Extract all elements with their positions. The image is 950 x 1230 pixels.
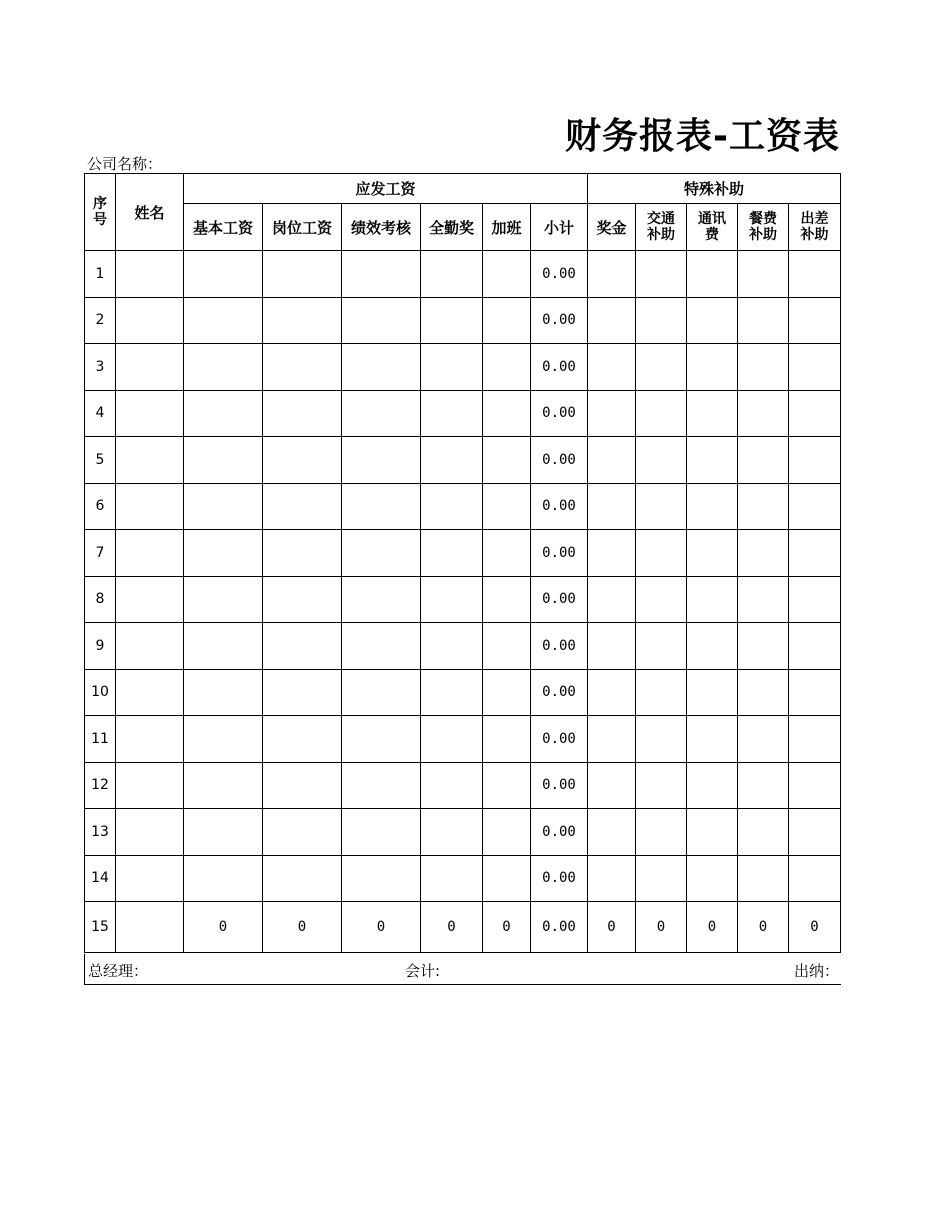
table-cell[interactable] [588, 390, 636, 437]
table-cell[interactable] [738, 762, 789, 809]
table-cell[interactable] [738, 251, 789, 298]
page-title: 财务报表-工资表 [565, 116, 840, 157]
table-cell[interactable] [184, 437, 263, 484]
table-cell[interactable] [421, 809, 483, 856]
table-cell[interactable] [342, 762, 421, 809]
table-cell[interactable] [636, 390, 687, 437]
table-cell[interactable] [483, 390, 531, 437]
table-cell[interactable] [116, 902, 184, 953]
header-phone-fee [687, 204, 738, 251]
header-travel-allowance [789, 204, 841, 251]
table-cell[interactable] [738, 855, 789, 902]
table-cell[interactable] [636, 297, 687, 344]
table-cell[interactable] [789, 762, 841, 809]
row-index-cell[interactable]: 10 [85, 669, 116, 716]
table-cell[interactable] [483, 437, 531, 484]
subtotal-cell[interactable]: 0.00 [531, 669, 588, 716]
row-index-cell[interactable]: 2 [85, 297, 116, 344]
table-cell[interactable] [588, 297, 636, 344]
total-value-cell[interactable]: 0 [421, 902, 483, 953]
table-row [85, 344, 841, 391]
subtotal-cell[interactable]: 0.00 [531, 344, 588, 391]
table-cell[interactable] [421, 855, 483, 902]
table-cell[interactable] [483, 344, 531, 391]
row-index-cell[interactable]: 8 [85, 576, 116, 623]
header-index-label: 序号 [93, 196, 107, 228]
signature-footer [84, 954, 841, 985]
table-cell[interactable] [588, 623, 636, 670]
total-value-cell[interactable]: 0 [789, 902, 841, 953]
table-cell[interactable] [636, 716, 687, 763]
row-index-cell[interactable]: 6 [85, 483, 116, 530]
table-cell[interactable] [738, 576, 789, 623]
table-cell[interactable] [588, 344, 636, 391]
table-cell[interactable] [263, 251, 342, 298]
header-name: 姓名 [116, 174, 184, 251]
row-index-cell[interactable]: 1 [85, 251, 116, 298]
table-cell[interactable] [636, 669, 687, 716]
table-cell[interactable] [263, 716, 342, 763]
table-cell[interactable] [421, 576, 483, 623]
row-index-cell[interactable]: 7 [85, 530, 116, 577]
table-cell[interactable] [789, 344, 841, 391]
table-cell[interactable] [421, 530, 483, 577]
header-meal-allowance-label: 餐费补助 [749, 211, 777, 243]
header-attendance-bonus: 全勤奖 [421, 204, 483, 251]
subtotal-cell[interactable]: 0.00 [531, 762, 588, 809]
table-row [85, 390, 841, 437]
subtotal-cell[interactable]: 0.00 [531, 437, 588, 484]
header-base-salary: 基本工资 [184, 204, 263, 251]
table-cell[interactable] [263, 483, 342, 530]
table-cell[interactable] [789, 809, 841, 856]
table-cell[interactable] [421, 390, 483, 437]
table-cell[interactable] [687, 530, 738, 577]
table-cell[interactable] [263, 344, 342, 391]
header-overtime: 加班 [483, 204, 531, 251]
table-cell[interactable] [263, 623, 342, 670]
row-index-cell[interactable]: 9 [85, 623, 116, 670]
table-cell[interactable] [738, 390, 789, 437]
table-row [85, 576, 841, 623]
table-cell[interactable] [588, 251, 636, 298]
table-cell[interactable] [116, 623, 184, 670]
table-row [85, 297, 841, 344]
subtotal-cell[interactable]: 0.00 [531, 530, 588, 577]
table-cell[interactable] [588, 716, 636, 763]
row-index-cell[interactable]: 12 [85, 762, 116, 809]
table-cell[interactable] [687, 623, 738, 670]
table-cell[interactable] [687, 390, 738, 437]
table-cell[interactable] [738, 297, 789, 344]
header-index [85, 174, 116, 251]
table-cell[interactable] [738, 437, 789, 484]
table-cell[interactable] [263, 530, 342, 577]
table-cell[interactable] [483, 530, 531, 577]
total-row [85, 902, 841, 953]
table-cell[interactable] [588, 483, 636, 530]
table-cell[interactable] [342, 390, 421, 437]
table-cell[interactable] [588, 855, 636, 902]
header-meal-allowance [738, 204, 789, 251]
table-cell[interactable] [263, 855, 342, 902]
table-cell[interactable] [184, 716, 263, 763]
table-cell[interactable] [738, 623, 789, 670]
table-cell[interactable] [588, 576, 636, 623]
table-cell[interactable] [789, 855, 841, 902]
table-cell[interactable] [184, 669, 263, 716]
table-cell[interactable] [789, 483, 841, 530]
table-cell[interactable] [116, 297, 184, 344]
table-cell[interactable] [342, 855, 421, 902]
table-cell[interactable] [184, 762, 263, 809]
table-cell[interactable] [588, 762, 636, 809]
table-cell[interactable] [342, 251, 421, 298]
table-cell[interactable] [263, 576, 342, 623]
table-cell[interactable] [184, 297, 263, 344]
table-cell[interactable] [687, 576, 738, 623]
table-cell[interactable] [687, 669, 738, 716]
total-value-cell[interactable]: 0 [636, 902, 687, 953]
subtotal-cell[interactable]: 0.00 [531, 809, 588, 856]
table-cell[interactable] [738, 716, 789, 763]
header-allowance-group: 特殊补助 [588, 174, 841, 204]
table-cell[interactable] [342, 623, 421, 670]
table-cell[interactable] [184, 809, 263, 856]
total-value-cell[interactable]: 0 [184, 902, 263, 953]
table-cell[interactable] [116, 576, 184, 623]
table-cell[interactable] [687, 716, 738, 763]
row-index-cell[interactable]: 15 [85, 902, 116, 953]
header-transport-allowance [636, 204, 687, 251]
table-cell[interactable] [483, 855, 531, 902]
table-cell[interactable] [588, 437, 636, 484]
table-cell[interactable] [263, 297, 342, 344]
table-row [85, 251, 841, 298]
header-payable-group: 应发工资 [184, 174, 588, 204]
table-cell[interactable] [483, 809, 531, 856]
table-cell[interactable] [588, 809, 636, 856]
table-cell[interactable] [687, 297, 738, 344]
header-phone-fee-label: 通讯费 [698, 211, 726, 243]
table-cell[interactable] [738, 809, 789, 856]
cashier-signature-label: 出纳： [793, 962, 839, 980]
accountant-signature-label: 会计: [405, 962, 441, 980]
table-cell[interactable] [342, 669, 421, 716]
subtotal-cell[interactable]: 0.00 [531, 251, 588, 298]
table-cell[interactable] [687, 809, 738, 856]
table-cell[interactable] [636, 762, 687, 809]
table-cell[interactable] [483, 251, 531, 298]
table-cell[interactable] [342, 809, 421, 856]
table-cell[interactable] [636, 576, 687, 623]
table-cell[interactable] [116, 251, 184, 298]
table-cell[interactable] [483, 576, 531, 623]
table-cell[interactable] [636, 437, 687, 484]
table-cell[interactable] [263, 762, 342, 809]
table-cell[interactable] [636, 623, 687, 670]
table-cell[interactable] [421, 483, 483, 530]
table-cell[interactable] [636, 344, 687, 391]
table-cell[interactable] [342, 483, 421, 530]
table-cell[interactable] [116, 762, 184, 809]
table-cell[interactable] [184, 623, 263, 670]
table-cell[interactable] [636, 855, 687, 902]
table-cell[interactable] [116, 483, 184, 530]
total-value-cell[interactable]: 0 [687, 902, 738, 953]
table-cell[interactable] [687, 855, 738, 902]
subtotal-cell[interactable]: 0.00 [531, 297, 588, 344]
table-cell[interactable] [636, 809, 687, 856]
table-cell[interactable] [789, 530, 841, 577]
table-cell[interactable] [184, 530, 263, 577]
table-row [85, 809, 841, 856]
table-cell[interactable] [116, 390, 184, 437]
table-cell[interactable] [636, 530, 687, 577]
header-bonus: 奖金 [588, 204, 636, 251]
table-cell[interactable] [421, 669, 483, 716]
row-index-cell[interactable]: 5 [85, 437, 116, 484]
table-cell[interactable] [588, 530, 636, 577]
subtotal-cell[interactable]: 0.00 [531, 390, 588, 437]
table-cell[interactable] [483, 623, 531, 670]
table-cell[interactable] [116, 669, 184, 716]
table-cell[interactable] [421, 623, 483, 670]
header-position-salary: 岗位工资 [263, 204, 342, 251]
row-index-cell[interactable]: 3 [85, 344, 116, 391]
header-subtotal: 小计 [531, 204, 588, 251]
row-index-cell[interactable]: 14 [85, 855, 116, 902]
table-cell[interactable] [263, 809, 342, 856]
table-cell[interactable] [738, 344, 789, 391]
table-row [85, 530, 841, 577]
table-cell[interactable] [687, 437, 738, 484]
subtotal-cell[interactable]: 0.00 [531, 576, 588, 623]
table-row [85, 483, 841, 530]
row-index-cell[interactable]: 4 [85, 390, 116, 437]
table-cell[interactable] [342, 344, 421, 391]
table-row [85, 716, 841, 763]
table-cell[interactable] [421, 251, 483, 298]
table-cell[interactable] [116, 855, 184, 902]
table-cell[interactable] [687, 483, 738, 530]
table-cell[interactable] [738, 669, 789, 716]
table-cell[interactable] [687, 762, 738, 809]
table-row [85, 437, 841, 484]
table-cell[interactable] [342, 716, 421, 763]
table-cell[interactable] [738, 530, 789, 577]
table-cell[interactable] [483, 762, 531, 809]
row-index-cell[interactable]: 13 [85, 809, 116, 856]
table-cell[interactable] [421, 344, 483, 391]
table-cell[interactable] [483, 297, 531, 344]
table-cell[interactable] [263, 390, 342, 437]
table-cell[interactable] [184, 251, 263, 298]
header-performance: 绩效考核 [342, 204, 421, 251]
table-row [85, 855, 841, 902]
subtotal-cell[interactable]: 0.00 [531, 716, 588, 763]
table-row [85, 762, 841, 809]
table-cell[interactable] [687, 344, 738, 391]
total-value-cell[interactable]: 0 [738, 902, 789, 953]
header-travel-allowance-label: 出差补助 [800, 211, 829, 243]
table-cell[interactable] [184, 576, 263, 623]
table-cell[interactable] [342, 576, 421, 623]
table-cell[interactable] [184, 344, 263, 391]
total-value-cell[interactable]: 0 [483, 902, 531, 953]
table-cell[interactable] [116, 530, 184, 577]
table-cell[interactable] [789, 716, 841, 763]
table-cell[interactable] [116, 437, 184, 484]
table-cell[interactable] [789, 623, 841, 670]
table-cell[interactable] [342, 437, 421, 484]
table-cell[interactable] [636, 483, 687, 530]
table-cell[interactable] [483, 669, 531, 716]
subtotal-cell[interactable]: 0.00 [531, 623, 588, 670]
table-cell[interactable] [184, 855, 263, 902]
table-cell[interactable] [483, 716, 531, 763]
table-row [85, 623, 841, 670]
table-cell[interactable] [342, 530, 421, 577]
table-cell[interactable] [116, 809, 184, 856]
table-cell[interactable] [421, 437, 483, 484]
total-value-cell[interactable]: 0 [588, 902, 636, 953]
table-cell[interactable] [421, 762, 483, 809]
table-cell[interactable] [184, 483, 263, 530]
table-cell[interactable] [116, 344, 184, 391]
table-cell[interactable] [789, 297, 841, 344]
table-cell[interactable] [483, 483, 531, 530]
salary-table [84, 173, 841, 953]
subtotal-cell[interactable]: 0.00 [531, 483, 588, 530]
manager-signature-label: 总经理： [88, 962, 149, 980]
row-index-cell[interactable]: 11 [85, 716, 116, 763]
table-cell[interactable] [116, 716, 184, 763]
total-value-cell[interactable]: 0 [342, 902, 421, 953]
table-cell[interactable] [342, 297, 421, 344]
table-cell[interactable] [687, 251, 738, 298]
table-cell[interactable] [738, 483, 789, 530]
table-cell[interactable] [789, 437, 841, 484]
table-cell[interactable] [421, 716, 483, 763]
table-cell[interactable] [184, 390, 263, 437]
total-value-cell[interactable]: 0 [263, 902, 342, 953]
table-cell[interactable] [789, 251, 841, 298]
table-row [85, 669, 841, 716]
subtotal-cell[interactable]: 0.00 [531, 855, 588, 902]
company-name-label: 公司名称： [87, 155, 163, 173]
table-cell[interactable] [789, 669, 841, 716]
header-transport-allowance-label: 交通补助 [647, 211, 675, 243]
table-cell[interactable] [263, 437, 342, 484]
table-cell[interactable] [789, 576, 841, 623]
table-cell[interactable] [421, 297, 483, 344]
table-cell[interactable] [636, 251, 687, 298]
table-cell[interactable] [789, 390, 841, 437]
table-cell[interactable] [588, 669, 636, 716]
table-cell[interactable] [263, 669, 342, 716]
total-value-cell[interactable]: 0.00 [531, 902, 588, 953]
